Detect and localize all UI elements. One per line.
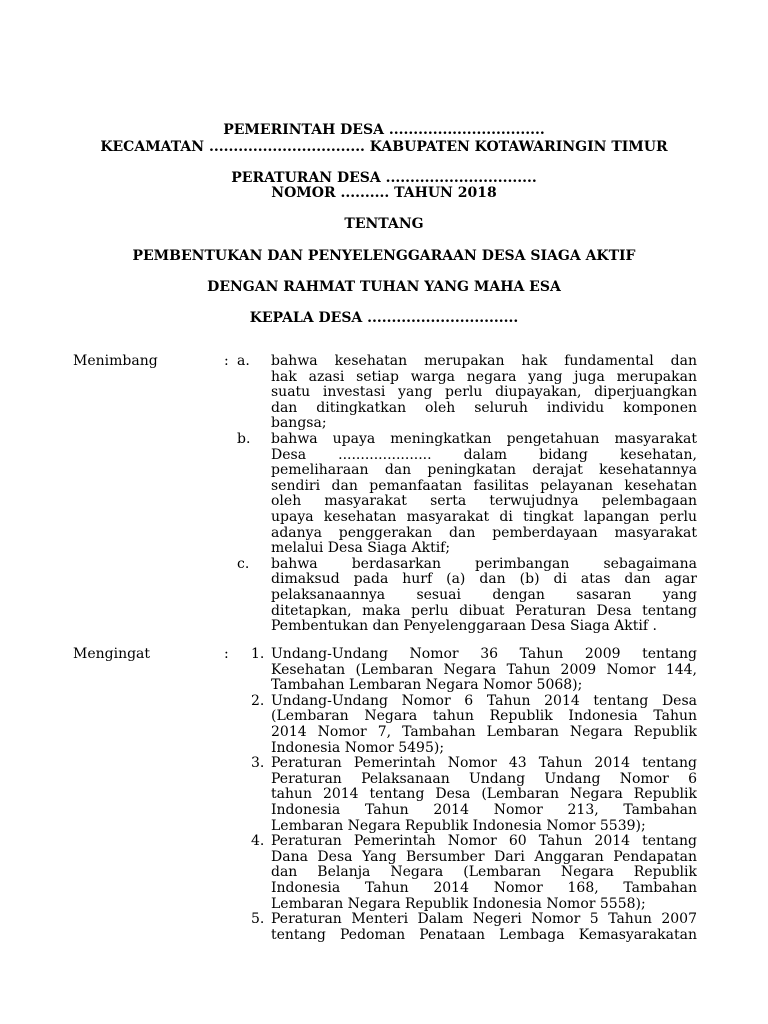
text-line: sendiri dan pemanfaatan fasilitas pelayanan kesehatan — [271, 478, 697, 494]
text-line: pemeliharaan dan peningkatan derajat kesehatannya — [271, 463, 697, 479]
item-marker: b. — [237, 430, 251, 447]
text-line: dan Belanja Negara (Lembaran Negara Republik — [271, 865, 697, 881]
text-line: adanya penggerakan dan pemberdayaan masyarakat — [271, 525, 697, 541]
item-marker: 5. — [251, 911, 265, 928]
consideration-item — [0, 557, 768, 635]
text-line: tahun 2014 tentang Desa (Lembaran Negara Republik — [271, 787, 697, 803]
menimbang-section — [0, 354, 768, 635]
header-invocation: DENGAN RAHMAT TUHAN YANG MAHA ESA — [207, 279, 561, 295]
text-line: Indonesia Nomor 5495); — [271, 740, 445, 756]
text-line: Pembentukan dan Penyelenggaraan Desa Siaga Aktif . — [271, 619, 657, 635]
header-about: TENTANG — [344, 216, 424, 232]
text-line: Indonesia Tahun 2014 Nomor 168, Tambahan — [271, 880, 697, 896]
mengingat-section — [0, 647, 768, 943]
text-line: Indonesia Tahun 2014 Nomor 213, Tambahan — [271, 802, 697, 818]
item-text — [271, 647, 697, 694]
item-text — [271, 354, 697, 432]
text-line: Undang-Undang Nomor 36 Tahun 2009 tentang — [271, 647, 697, 662]
legal-basis-item — [0, 912, 768, 943]
text-line: melalui Desa Siaga Aktif; — [271, 541, 451, 557]
section-label-mengingat: Mengingat — [73, 646, 151, 662]
item-text — [271, 432, 697, 557]
item-marker: 3. — [251, 755, 265, 772]
text-line: Dana Desa Yang Bersumber Dari Anggaran Pendapatan — [271, 849, 697, 865]
text-line: Lembaran Negara Republik Indonesia Nomor 5539); — [271, 818, 646, 834]
text-line: bahwa upaya meningkatkan pengetahuan masyarakat — [271, 431, 697, 447]
text-line: Peraturan Pemerintah Nomor 43 Tahun 2014 tentang — [271, 756, 697, 772]
item-text — [271, 557, 697, 635]
text-line: Kesehatan (Lembaran Negara Tahun 2009 Nomor 144, — [271, 662, 697, 678]
text-line: oleh masyarakat serta terwujudnya pelembagaan — [271, 494, 697, 510]
text-line: hak azasi setiap warga negara yang juga merupakan — [271, 369, 697, 385]
text-line: Peraturan Pelaksanaan Undang Undang Nomor 6 — [271, 771, 697, 787]
text-line: dimaksud pada hurf (a) dan (b) di atas dan agar — [271, 572, 697, 588]
text-line: pelaksanaannya sesuai dengan sasaran yang — [271, 587, 697, 603]
item-marker: 1. — [251, 646, 265, 662]
text-line: Tambahan Lembaran Negara Nomor 5068); — [271, 678, 583, 694]
text-line: bahwa berdasarkan perimbangan sebagaimana — [271, 556, 697, 572]
section-colon: : — [224, 646, 229, 662]
text-line: Desa ..................... dalam bidang kesehatan, — [271, 447, 697, 463]
item-marker: 4. — [251, 833, 265, 850]
item-text — [271, 694, 697, 756]
text-line: dan ditingkatkan oleh seluruh individu komponen — [271, 400, 697, 416]
legal-basis-item — [0, 694, 768, 756]
header-head-of-village: KEPALA DESA ............................... — [249, 310, 519, 326]
header-regulation-title: PERATURAN DESA ............................... — [231, 170, 537, 186]
text-line: bahwa kesehatan merupakan hak fundamental dan — [271, 354, 697, 369]
text-line: Peraturan Menteri Dalam Negeri Nomor 5 Tahun 2007 — [271, 912, 697, 928]
text-line: Undang-Undang Nomor 6 Tahun 2014 tentang Desa — [271, 693, 697, 709]
item-marker: c. — [237, 555, 250, 572]
text-line: Lembaran Negara Republik Indonesia Nomor 5558); — [271, 896, 646, 912]
legal-basis-item — [0, 756, 768, 834]
header-subject: PEMBENTUKAN DAN PENYELENGGARAAN DESA SIAGA AKTIF — [132, 248, 636, 264]
text-line: Peraturan Pemerintah Nomor 60 Tahun 2014 tentang — [271, 834, 697, 850]
item-marker: a. — [237, 353, 250, 369]
item-text — [271, 756, 697, 834]
text-line: upaya kesehatan masyarakat di tingkat lapangan perlu — [271, 509, 697, 525]
item-text — [271, 912, 697, 943]
legal-basis-item — [0, 834, 768, 912]
text-line: suatu investasi yang perlu diupayakan, diperjuangkan — [271, 385, 697, 401]
section-colon: : — [224, 353, 229, 369]
legal-basis-item — [0, 647, 768, 694]
consideration-item — [0, 354, 768, 432]
header-district: KECAMATAN ................................ KABUPATEN KOTAWARINGIN TIMUR — [100, 139, 668, 155]
text-line: tentang Pedoman Penataan Lembaga Kemasyarakatan — [271, 927, 697, 943]
text-line: ditetapkan, maka perlu dibuat Peraturan Desa tentang — [271, 603, 697, 619]
text-line: (Lembaran Negara tahun Republik Indonesia Tahun — [271, 709, 697, 725]
header-number-year: NOMOR .......... TAHUN 2018 — [271, 185, 497, 201]
text-line: bangsa; — [271, 416, 327, 432]
section-label-menimbang: Menimbang — [73, 353, 158, 369]
item-marker: 2. — [251, 692, 265, 709]
item-text — [271, 834, 697, 912]
text-line: 2014 Nomor 7, Tambahan Lembaran Negara Republik — [271, 724, 697, 740]
header-village-government: PEMERINTAH DESA ................................ — [223, 122, 545, 138]
consideration-item — [0, 432, 768, 557]
